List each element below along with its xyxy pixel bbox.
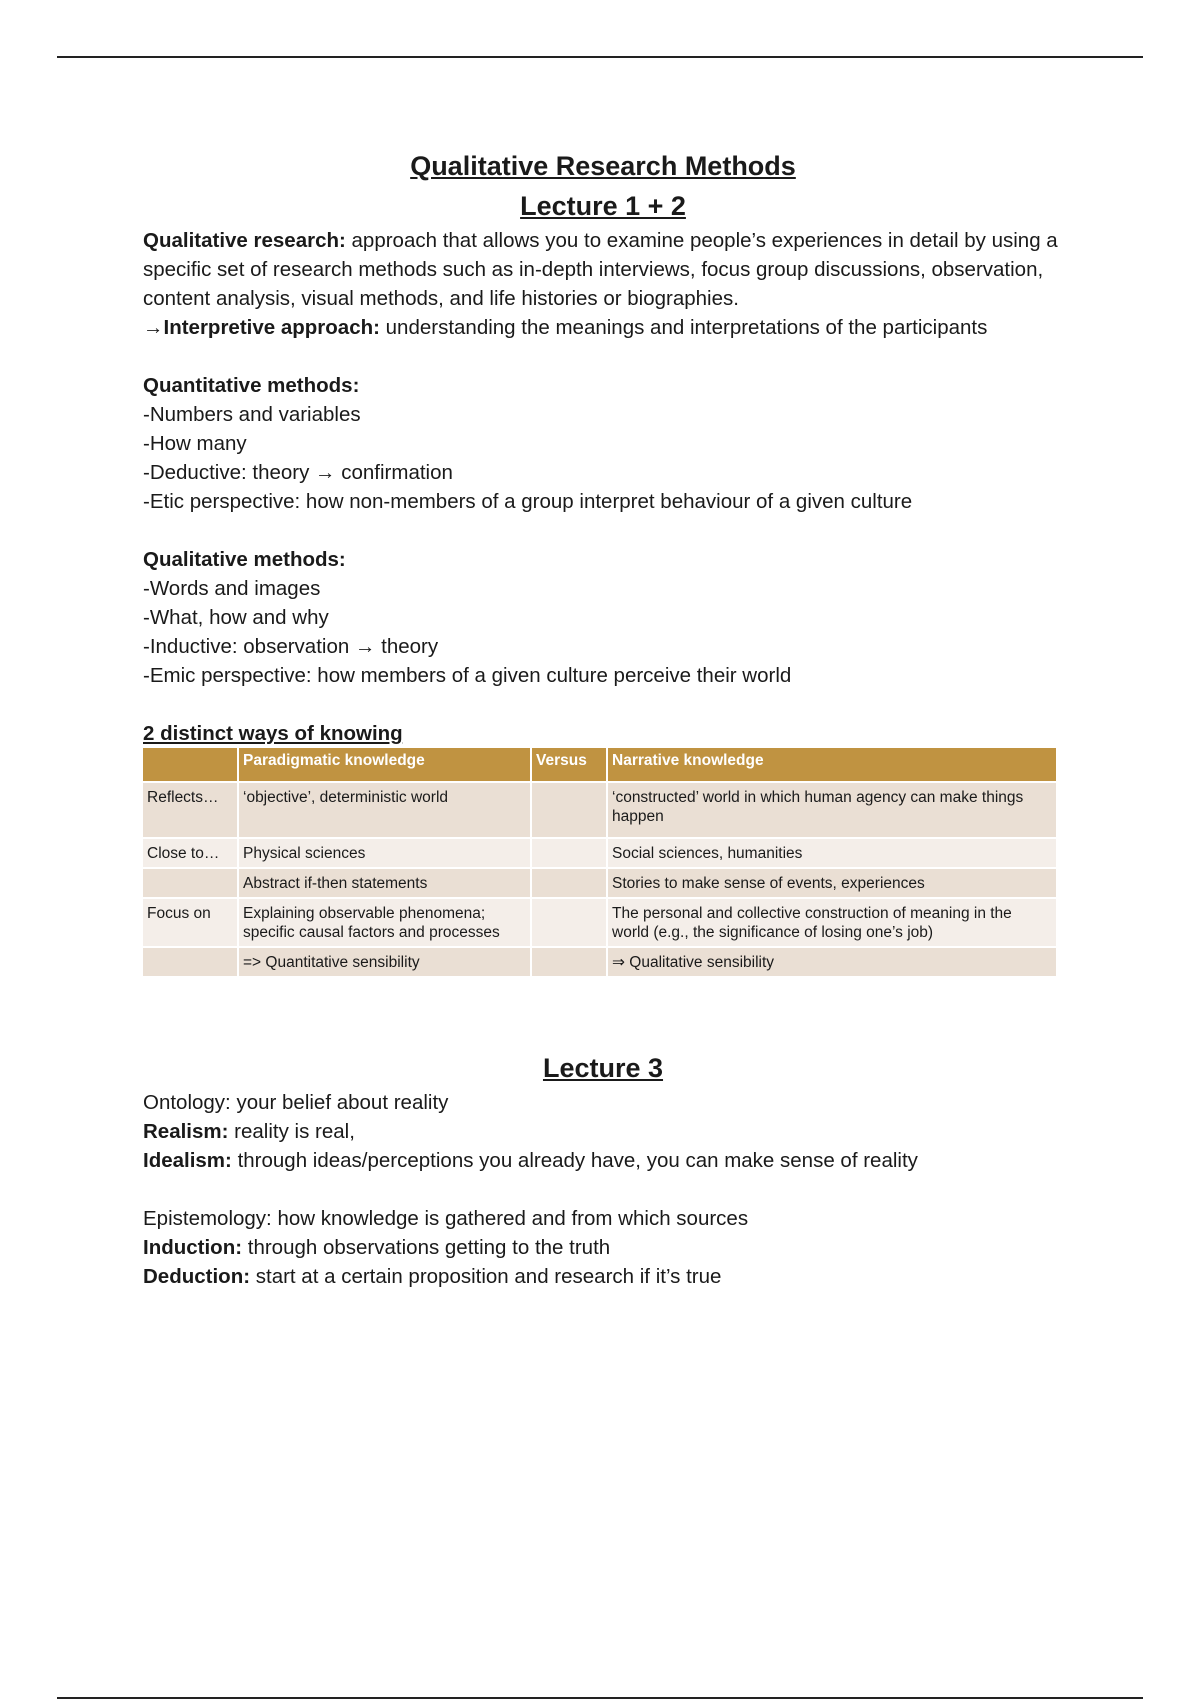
table-cell: ⇒ Qualitative sensibility [607,947,1057,976]
table-cell [143,868,238,898]
table-header-cell: Narrative knowledge [607,748,1057,782]
table-cell [531,782,607,838]
table-header-cell [143,748,238,782]
list-item: -Words and images [143,577,321,600]
definition: start at a certain proposition and research if it’s true [250,1265,722,1288]
definition: approach that allows you to examine people’s experiences in detail by using a specific set of research methods such as in-depth interviews, focus group discussions, observation, content analysis, visual methods, and life histories or biographies. [143,229,1058,310]
table-row [143,868,1057,898]
table-cell [531,868,607,898]
table-cell [531,898,607,947]
ontology-line: Ontology: your belief about reality [143,1091,449,1114]
document-page [143,146,1063,1291]
table-cell: Physical sciences [238,838,531,868]
list-item: -Inductive: observation → theory [143,635,439,658]
table-cell: Close to… [143,838,238,868]
definition: understanding the meanings and interpretations of the participants [379,316,988,339]
ways-of-knowing-table [143,748,1058,976]
term: Idealism: [143,1149,232,1172]
lecture-3-heading: Lecture 3 [542,1053,664,1083]
term: Deduction: [143,1265,251,1288]
list-item: -What, how and why [143,606,329,629]
list-item: -How many [143,432,247,455]
list-item: -Etic perspective: how non-members of a group interpret behaviour of a given culture [143,490,913,513]
table-cell: Abstract if-then statements [238,868,531,898]
table-header-cell: Paradigmatic knowledge [238,748,531,782]
table-cell: ‘objective’, deterministic world [238,782,531,838]
list-item: -Emic perspective: how members of a given culture perceive their world [143,664,792,687]
definition: reality is real, [228,1120,355,1143]
table-row [143,947,1057,976]
arrow-icon: → [143,316,164,339]
interpretive-approach [143,313,1063,342]
ways-of-knowing-heading: 2 distinct ways of knowing [143,722,403,745]
bottom-rule [57,1697,1143,1699]
table-cell: The personal and collective construction of meaning in the world (e.g., the significance of losing one’s job) [607,898,1057,947]
table-row [143,838,1057,868]
list-item: -Deductive: theory → confirmation [143,461,453,484]
table-cell [531,838,607,868]
table-cell [143,947,238,976]
induction-line [143,1233,1063,1262]
quantitative-heading: Quantitative methods: [143,374,360,397]
term: Interpretive approach: [163,316,380,339]
term: Realism: [143,1120,229,1143]
top-rule [57,56,1143,58]
qualitative-heading: Qualitative methods: [143,548,346,571]
table-cell: Social sciences, humanities [607,838,1057,868]
table-cell: ‘constructed’ world in which human agency can make things happen [607,782,1057,838]
table-cell: Explaining observable phenomena; specific causal factors and processes [238,898,531,947]
lecture-1-2-heading: Lecture 1 + 2 [520,191,686,221]
deduction-line [143,1262,1063,1291]
term: Qualitative research: [143,229,346,252]
term: Induction: [143,1236,243,1259]
qualitative-research-definition [143,226,1063,313]
epistemology-line: Epistemology: how knowledge is gathered and from which sources [143,1207,749,1230]
table-cell: Reflects… [143,782,238,838]
table-header-cell: Versus [531,748,607,782]
document-title: Qualitative Research Methods [410,151,796,181]
list-item: -Numbers and variables [143,403,361,426]
definition: through observations getting to the truth [242,1236,611,1259]
idealism-line [143,1146,1063,1175]
table-cell: => Quantitative sensibility [238,947,531,976]
definition: through ideas/perceptions you already have, you can make sense of reality [231,1149,918,1172]
table-row [143,898,1057,947]
table-cell: Stories to make sense of events, experiences [607,868,1057,898]
table-cell: Focus on [143,898,238,947]
table-row [143,782,1057,838]
realism-line [143,1117,1063,1146]
table-cell [531,947,607,976]
